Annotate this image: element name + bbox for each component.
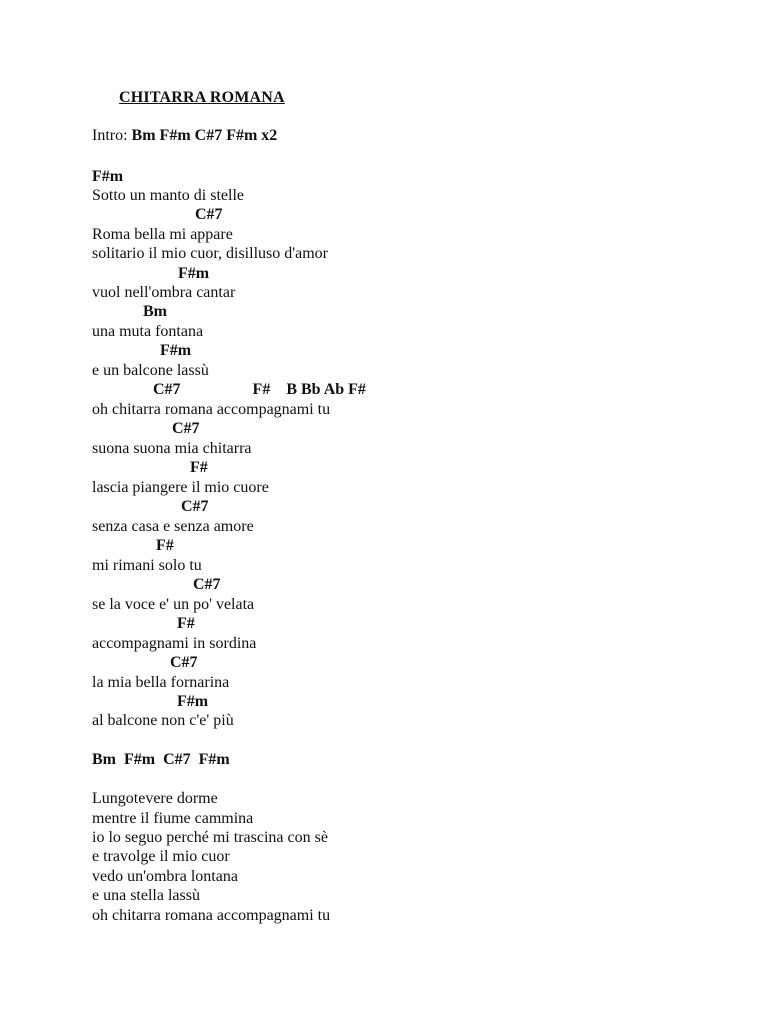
chord-line: C#7 <box>170 654 198 671</box>
chord-line: F#m <box>178 265 210 282</box>
lyric-line: mentre il fiume cammina <box>92 810 254 827</box>
lyric-line: una muta fontana <box>92 323 204 340</box>
lyric-line: solitario il mio cuor, disilluso d'amor <box>92 245 328 262</box>
lyric-line: Lungotevere dorme <box>92 790 218 807</box>
lyric-line: e un balcone lassù <box>92 362 209 379</box>
lyric-line: e travolge il mio cuor <box>92 848 230 865</box>
lyric-line: accompagnami in sordina <box>92 635 257 652</box>
chord-line: C#7 <box>193 576 221 593</box>
chord-line: C#7 <box>172 420 200 437</box>
lyric-line: se la voce e' un po' velata <box>92 596 255 613</box>
lyric-line: suona suona mia chitarra <box>92 440 252 457</box>
chord-line: F# <box>177 615 195 632</box>
chord-line: C#7 F# B Bb Ab F# <box>153 381 366 398</box>
lyric-line: vedo un'ombra lontana <box>92 868 238 885</box>
chord-line: F#m <box>92 168 124 185</box>
chord-line: F#m <box>160 342 192 359</box>
chord-line: F# <box>190 459 208 476</box>
chord-line: F# <box>156 537 174 554</box>
intro-chords: Bm F#m C#7 F#m x2 <box>131 127 278 144</box>
lyric-line: mi rimani solo tu <box>92 557 202 574</box>
lyric-line: senza casa e senza amore <box>92 518 254 535</box>
lyric-line: vuol nell'ombra cantar <box>92 284 236 301</box>
lyric-line: al balcone non c'e' più <box>92 712 234 729</box>
lyric-line: Roma bella mi appare <box>92 226 233 243</box>
lyric-line: la mia bella fornarina <box>92 674 230 691</box>
intro-label: Intro: <box>92 127 128 144</box>
chord-line: C#7 <box>195 206 223 223</box>
intro-line <box>92 127 277 145</box>
lyric-line: oh chitarra romana accompagnami tu <box>92 401 331 418</box>
chord-line: Bm F#m C#7 F#m <box>92 751 230 768</box>
song-title: CHITARRA ROMANA <box>119 89 285 106</box>
lyric-line: oh chitarra romana accompagnami tu <box>92 907 331 924</box>
chord-line: C#7 <box>181 498 209 515</box>
chord-line: Bm <box>143 303 167 320</box>
lyric-line: lascia piangere il mio cuore <box>92 479 269 496</box>
lyric-line: io lo seguo perché mi trascina con sè <box>92 829 328 846</box>
lyric-line: Sotto un manto di stelle <box>92 187 244 204</box>
lyric-line: e una stella lassù <box>92 887 200 904</box>
chord-line: F#m <box>177 693 209 710</box>
